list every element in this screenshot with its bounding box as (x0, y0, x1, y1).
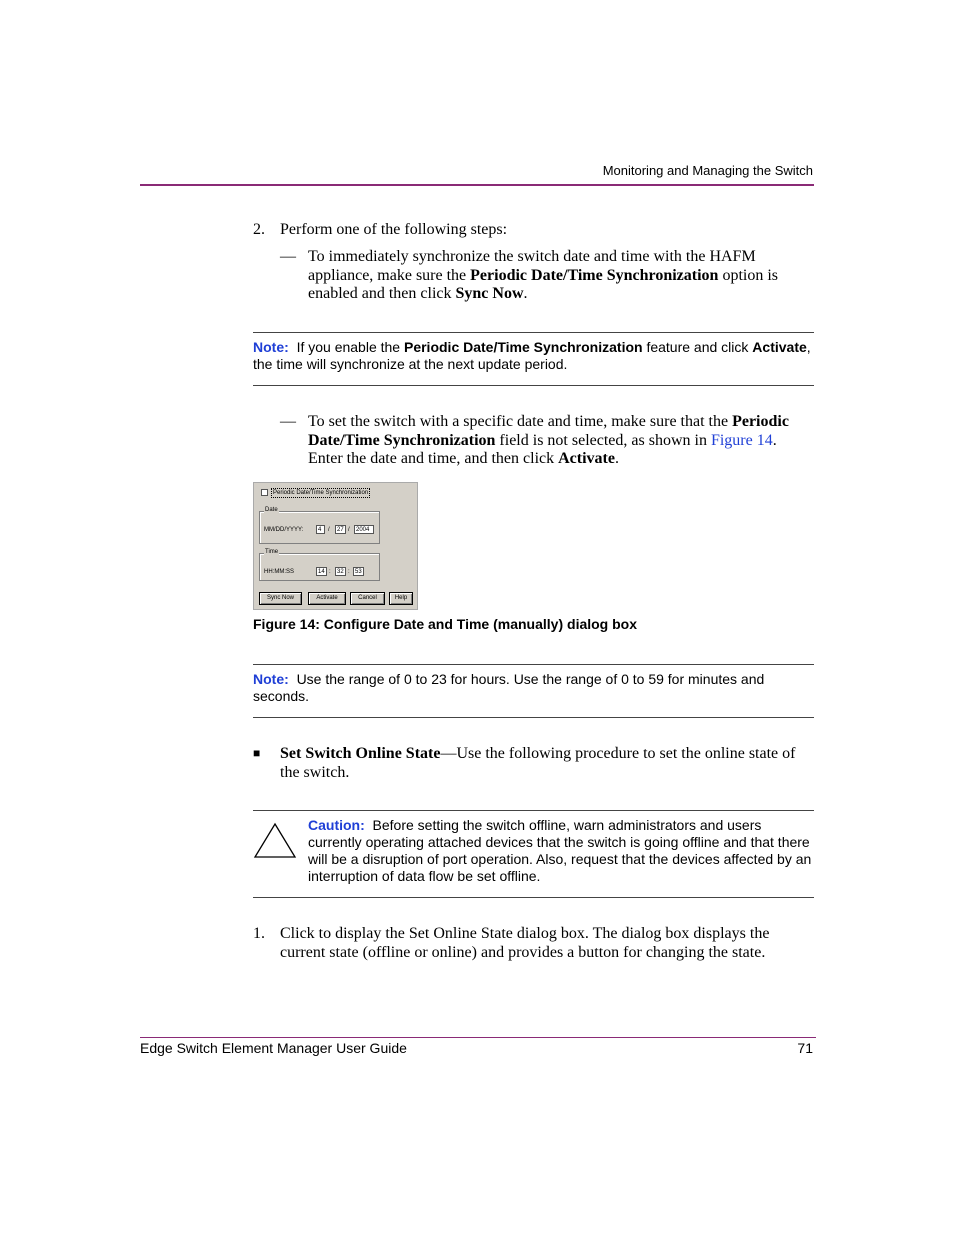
periodic-sync-label: Periodic Date/Time Synchronization (273, 490, 369, 496)
online-state-paragraph: Set Switch Online State—Use the following procedure to set the online state of the switch. (280, 745, 796, 781)
step-number: 1. (253, 925, 265, 942)
date-group-title: Date (265, 507, 278, 513)
sync-option-paragraph: To immediately synchronize the switch date and time with the HAFM appliance, make sure the Periodic Date/Time Synchronization option is enabled and then click Sync Now. (308, 248, 778, 302)
month-field[interactable]: 4 (316, 525, 325, 534)
footer-title: Edge Switch Element Manager User Guide (140, 1040, 407, 1056)
caution-bottom-rule (253, 897, 814, 898)
date-label: MM/DD/YYYY: (264, 527, 304, 533)
periodic-sync-checkbox[interactable] (261, 489, 268, 496)
time-group-title: Time (265, 549, 279, 555)
note-bottom-rule (253, 717, 814, 718)
minute-field[interactable]: 32 (335, 567, 346, 576)
time-separator: : (348, 569, 350, 575)
activate-button[interactable]: Activate (308, 592, 346, 605)
second-field[interactable]: 53 (353, 567, 364, 576)
caution-triangle-icon (253, 822, 297, 860)
hour-field[interactable]: 14 (316, 567, 327, 576)
running-header: Monitoring and Managing the Switch (602, 163, 813, 178)
date-separator: / (328, 527, 330, 533)
date-separator: / (348, 527, 350, 533)
figure-caption: Figure 14: Configure Date and Time (manually) dialog box (253, 616, 638, 632)
caution-top-rule (253, 810, 814, 811)
figure-link[interactable]: Figure 14 (710, 431, 773, 449)
configure-date-time-dialog (253, 482, 418, 610)
step-intro: Perform one of the following steps: (280, 221, 508, 238)
day-field[interactable]: 27 (335, 525, 346, 534)
note-ranges: Note: Use the range of 0 to 23 for hours. Use the range of 0 to 59 for minutes and seconds. (253, 671, 765, 704)
bullet-marker: ■ (253, 746, 261, 760)
note-sync: Note: If you enable the Periodic Date/Time Synchronization feature and click Activate, the time will synchronize at the next update period. (253, 339, 811, 372)
note-top-rule (253, 664, 814, 665)
sync-now-button[interactable]: Sync Now (259, 592, 302, 605)
step-number: 2. (253, 221, 265, 238)
dash-marker: — (280, 248, 296, 265)
cancel-button[interactable]: Cancel (350, 592, 385, 605)
manual-date-paragraph: To set the switch with a specific date and time, make sure that the Periodic Date/Time Synchronization field is not selected, as shown in Figure 14. Enter the date and time, and then click Activate. (308, 413, 789, 467)
header-rule (140, 184, 814, 186)
footer-rule (140, 1037, 816, 1038)
dash-marker: — (280, 413, 296, 430)
page-number: 71 (797, 1040, 813, 1056)
note-bottom-rule (253, 385, 814, 386)
time-label: HH:MM:SS (264, 569, 294, 575)
time-separator: : (329, 569, 331, 575)
year-field[interactable]: 2004 (354, 525, 374, 534)
step-text: Click to display the Set Online State dialog box. The dialog box displays the current state (offline or online) and provides a button for changing the state. (280, 925, 770, 961)
caution-text: Caution: Before setting the switch offline, warn administrators and users currently operating attached devices that the switch is going offline and that there will be a disruption of port operation. Also, request that the devices affected by an interruption of data flow be set offline. (308, 817, 812, 884)
note-top-rule (253, 332, 814, 333)
help-button[interactable]: Help (389, 592, 413, 605)
